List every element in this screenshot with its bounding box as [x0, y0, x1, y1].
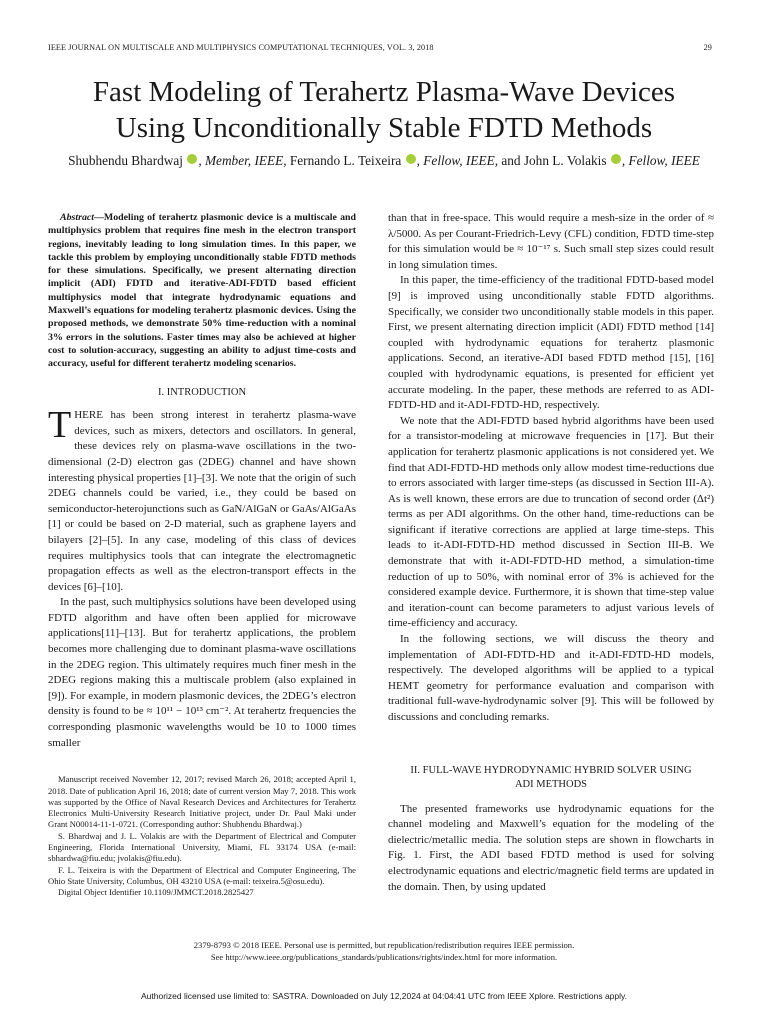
drop-cap: T [48, 404, 72, 447]
orcid-icon[interactable] [406, 154, 416, 164]
right-column [388, 211, 714, 895]
intro-paragraph-1: THERE has been strong interest in terahertz plasma-wave devices, such as mixers, detectors and oscillators. In general, these devices rely on plasma-wave oscillations in the two-dimensional (2-D) electron gas (2DEG) channel and have shown interesting physical properties [1]–[3]. We note that the origin of such 2DEG channels could be varied, i.e., they could be based on semiconductor-heterojunctions such as GaN/AlGaN or GaAs/AlGaAs [1] or could be based on 2-D material, such as graphene layers and bilayers [2]–[5]. In any case, modeling of this class of devices requires multiphysics tools that can integrate the electromagnetic propagation effects as well as the electron-transport effects in the devices [6]–[10]. [48, 404, 357, 593]
abstract-text: —Modeling of terahertz plasmonic device is a multiscale and multiphysics problem that requires fine mesh in the electron transport regions, inevitably leading to long simulation times. In this paper, we tackle this problem by employing unconditionally stable FDTD methods for these simulations. Specifically, we present alternating direction implicit (ADI) FDTD and iterative-ADI-FDTD based efficient multiphysics model that integrate hydrodynamic equations and Maxwell’s equations for modeling terahertz plasmonic devices. Using the proposed methods, we demonstrate 50% time-reduction with a nominal 3% errors in the solutions. Faster times may also be achieved at higher cost to solution-accuracy, suggesting an ability to adjust time-costs and accuracy, useful for different terahertz modeling scenarios. [48, 212, 356, 370]
author-3: and John L. Volakis [498, 153, 607, 168]
footnote-affiliation-2: F. L. Teixeira is with the Department of Electrical and Computer Engineering, The Ohio State University, Columbus, OH 43210 USA (e-mail: teixeira.5@osu.edu). [48, 864, 356, 886]
left-column [48, 211, 356, 898]
body-paragraph-3: We note that the ADI-FDTD based hybrid algorithms have been used for a transistor-modeling at microwave frequencies in [17]. But their application for terahertz plasmonic applications is not considered yet. We find that ADI-FDTD-HD methods only allow modest time-reductions due to errors associated with larger time-steps (as discussed in Section III-A). As is well known, these errors are due to truncation of second order (Δt²) terms as per ADI algorithms. On the other hand, time-reductions can be significant if iterative corrections are applied at large time-steps. This leads to it-ADI-FDTD-HD method discussed in Section III-B. We demonstrate that with it-ADI-FDTD-HD method, a simulation-time reduction of up to 50%, with nominal error of 3% is achieved for the considered example device. Furthermore, it is shown that time-step value and iteration-count can become parameters to adjust various levels of time-efficiency and accuracy. [388, 414, 714, 630]
journal-name: IEEE JOURNAL ON MULTISCALE AND MULTIPHYSICS COMPUTATIONAL TECHNIQUES, VOL. 3, 2018 [48, 43, 434, 52]
license-notice: Authorized licensed use limited to: SASTRA. Downloaded on July 12,2024 at 04:04:41 UTC from IEEE Xplore. Restrictions apply. [140, 991, 627, 1001]
author-3-role: , Fellow, IEEE [621, 153, 700, 168]
author-list [0, 153, 768, 169]
body-paragraph-2: In this paper, the time-efficiency of the traditional FDTD-based model [9] is improved using unconditionally stable FDTD algorithms. Specifically, we consider two unconditionally stable models in this paper. First, we present alternating direction implicit (ADI) FDTD method [14] coupled with hydrodynamic equations for terahertz plasmonic applications. Second, an iterative-ADI based FDTD method [15], [16] coupled with hydrodynamic equations, is presented for efficient yet accurate modeling. In the paper, these methods are referred to as ADI-FDTD-HD and it-ADI-FDTD-HD, respectively. [388, 274, 714, 412]
author-2-role: , Fellow, IEEE, [416, 153, 499, 168]
author-1-role: , Member, IEEE, [198, 153, 287, 168]
footnote-manuscript: Manuscript received November 12, 2017; revised March 26, 2018; accepted April 1, 2018. Date of publication April 16, 2018; date of current version May 7, 2018. This work was supported by the Office of Naval Research Devices and Architectures for Terahertz Electronics Multi-University Research Initiative project, under Dr. Paul Maki under Grant N00014-11-1-0721. (Corresponding author: Shubhendu Bhardwaj.) [48, 774, 356, 830]
section-heading-2: II. FULL-WAVE HYDRODYNAMIC HYBRID SOLVER USING ADI METHODS [410, 764, 692, 790]
orcid-icon[interactable] [187, 154, 197, 164]
copyright-line-2[interactable]: See http://www.ieee.org/publications_standards/publications/rights/index.html for more information. [210, 952, 558, 962]
body-paragraph-continued: than that in free-space. This would require a mesh-size in the order of ≈ λ/5000. As per Courant-Friedrich-Levy (CFL) condition, FDTD time-step for this simulation would be ≈ 10⁻¹⁷ s. Such small step sizes could result in long simulation times. [388, 212, 714, 271]
author-2: Fernando L. Teixeira [286, 153, 402, 168]
body-paragraph-5: The presented frameworks use hydrodynamic equations for the channel modeling and Maxwell’s equation for the modeling of the dielectric/metallic media. The solution steps are shown in flowcharts in Fig. 1. First, the ADI based FDTD method is used for solving electrodynamic equations and electric/magnetic field terms are updated in the domain. Then, by using updated [388, 802, 714, 893]
footnote-affiliation-1: S. Bhardwaj and J. L. Volakis are with the Department of Electrical and Computer Engineering, Florida International University, Miami, FL 33174 USA (e-mail: sbhardwa@fiu.edu; jvolakis@fiu.edu). [48, 830, 356, 864]
running-header [48, 43, 712, 52]
abstract-label: Abstract [60, 212, 95, 223]
page-number: 29 [703, 43, 712, 52]
copyright-notice [0, 939, 768, 963]
footnote-doi[interactable]: Digital Object Identifier 10.1109/JMMCT.2018.2825427 [58, 887, 254, 898]
paper-title [0, 74, 768, 146]
body-paragraph-4: In the following sections, we will discuss the theory and implementation of ADI-FDTD-HD and it-ADI-FDTD-HD models, respectively. The developed algorithms will be applied to a typical HEMT geometry for performance evaluation and comparison with traditional full-wave-hydrodynamic solver [9]. This will be followed by discussions and concluding remarks. [388, 633, 714, 723]
abstract [48, 211, 356, 371]
intro-paragraph-2: In the past, such multiphysics solutions have been developed using FDTD algorithm and have often been applied for microwave applications[11]–[13]. But for terahertz applications, the problem becomes more challenging due to dominant plasma-wave oscillations in the 2DEG region. This ultimately requires much finer mesh in the 2DEG regions making this a multiscale problem (also explained in [9]). For example, in modern plasmonic devices, the 2DEG’s electron density is found to be ≈ 10¹¹ − 10¹³ cm⁻². At terahertz frequencies the corresponding plasmonic wavelengths would be 10 to 1000 times smaller [48, 596, 356, 749]
title-line-1: Fast Modeling of Terahertz Plasma-Wave Devices [92, 76, 676, 108]
copyright-line-1: 2379-8793 © 2018 IEEE. Personal use is permitted, but republication/redistribution requires IEEE permission. [193, 940, 575, 950]
author-1: Shubhendu Bhardwaj [68, 153, 183, 168]
section-heading-introduction: I. INTRODUCTION [157, 386, 247, 398]
footnote-block [48, 774, 356, 898]
title-line-2: Using Unconditionally Stable FDTD Methods [115, 112, 653, 144]
orcid-icon[interactable] [611, 154, 621, 164]
